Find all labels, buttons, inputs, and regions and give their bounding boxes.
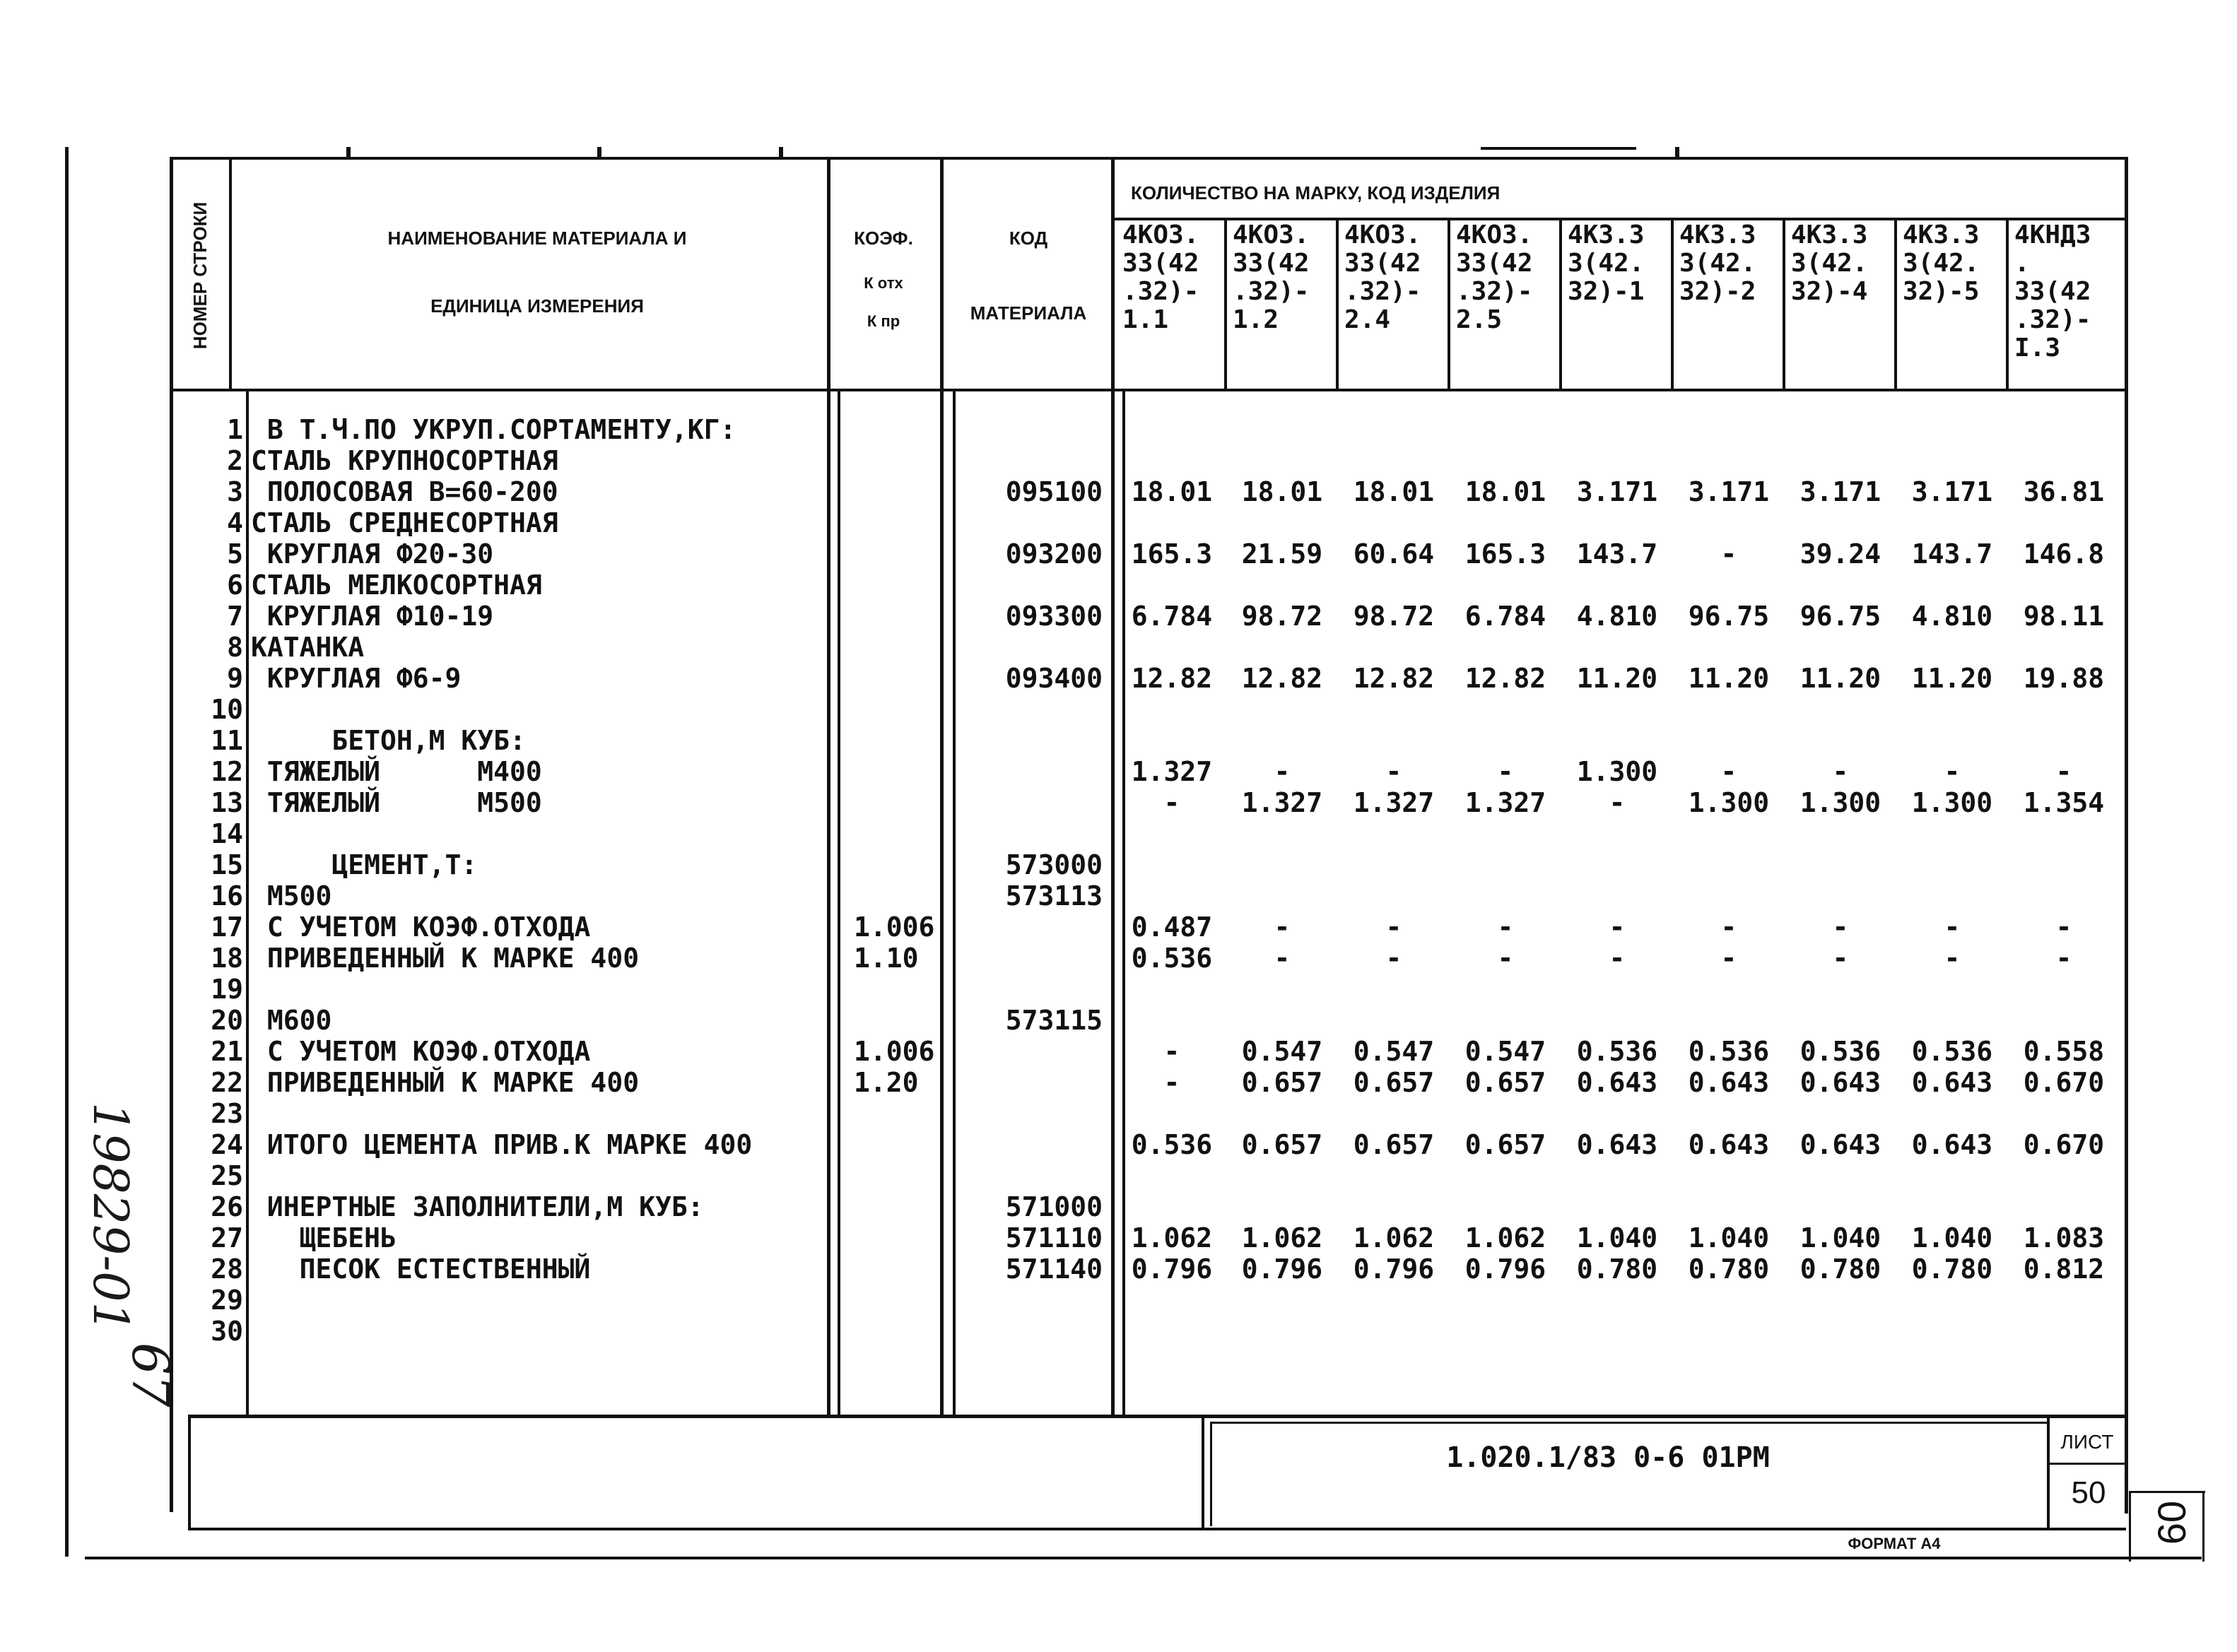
product-column-header-line: 1.1 [1122,305,1169,334]
row-name: М600 [251,1005,332,1036]
quantity-value: 21.59 [1241,538,1323,570]
quantity-value: 3.171 [1911,476,1993,507]
product-column-header-line: 32)-2 [1679,277,1756,306]
quantity-value: 3.171 [1576,476,1658,507]
product-column-header-line: 4КОЗ. [1456,220,1533,249]
quantity-value: 6.784 [1464,601,1546,632]
row-number: 24 [211,1129,243,1160]
row-number: 6 [227,570,243,601]
product-column-header-line: .32)- [2014,305,2091,334]
quantity-value: 0.547 [1241,1036,1323,1067]
quantity-value: 11.20 [1799,663,1881,694]
quantity-value: 0.657 [1464,1129,1546,1160]
quantity-value: 0.643 [1688,1129,1770,1160]
row-name: В Т.Ч.ПО УКРУП.СОРТАМЕНТУ,КГ: [251,414,736,445]
quantity-value: - [1609,911,1626,943]
sheet-number: 50 [2071,1475,2106,1510]
quantity-value: 18.01 [1464,476,1546,507]
quantity-value: 11.20 [1688,663,1770,694]
quantity-value: 1.300 [1911,787,1993,818]
quantity-value: 18.01 [1241,476,1323,507]
material-code: 571110 [1005,1222,1103,1253]
quantity-value: 0.796 [1353,1253,1435,1285]
quantity-value: - [1385,756,1402,787]
row-number: 7 [227,601,243,632]
quantity-value: 1.062 [1131,1222,1213,1253]
quantity-value: 0.536 [1576,1036,1658,1067]
quantity-value: - [1944,943,1961,974]
quantity-value: 0.670 [2023,1067,2105,1098]
row-number: 28 [211,1253,243,1285]
table-left [170,157,173,1512]
row-name: ИНЕРТНЫЕ ЗАПОЛНИТЕЛИ,М КУБ: [251,1191,704,1222]
quantity-value: 1.327 [1464,787,1546,818]
top-tick-2 [597,147,601,160]
code-header-line2: МАТЕРИАЛА [970,302,1087,324]
product-column-header-line: 33(42 [1456,249,1533,278]
row-number: 26 [211,1191,243,1222]
quantity-value: 0.780 [1911,1253,1993,1285]
quantity-value: 1.300 [1799,787,1881,818]
quantity-value: 60.64 [1353,538,1435,570]
product-column-header-line: 2.5 [1456,305,1503,334]
product-column-header-line: 4КЗ.3 [1679,220,1756,249]
quantity-value: - [1720,943,1737,974]
row-number: 29 [211,1285,243,1316]
quantity-value: - [1609,787,1626,818]
col-sep-name-body [838,389,840,1417]
quantity-value: 143.7 [1576,538,1658,570]
format-label: ФОРМАТ А4 [1848,1535,1941,1552]
quantity-value: - [1274,943,1291,974]
row-number: 20 [211,1005,243,1036]
product-column-header-line: 3(42. [1679,249,1756,278]
quantity-value: 0.487 [1131,911,1213,943]
frame-bottom-outer [85,1557,2202,1559]
quantity-value: 0.547 [1353,1036,1435,1067]
quantity-header-title: КОЛИЧЕСТВО НА МАРКУ, КОД ИЗДЕЛИЯ [1131,182,1501,203]
row-name: КРУГЛАЯ Ф6-9 [251,663,462,694]
prod-sep [1894,218,1897,391]
quantity-value: 0.643 [1688,1067,1770,1098]
quantity-value: 1.062 [1241,1222,1323,1253]
quantity-value: 0.536 [1131,943,1213,974]
product-column-header-line: .32)- [1344,277,1421,306]
product-column-header-line: 4КЗ.3 [1791,220,1868,249]
quantity-value: 1.327 [1353,787,1435,818]
side-page-number: 60 [2149,1500,2194,1545]
quantity-value: 1.300 [1688,787,1770,818]
product-column-header-line: 33(42 [2014,277,2091,306]
quantity-value: 0.657 [1241,1067,1323,1098]
row-number: 22 [211,1067,243,1098]
table-right [2125,157,2128,1514]
quantity-value: 12.82 [1241,663,1323,694]
stamp-left-line [1202,1417,1204,1530]
row-name: КРУГЛАЯ Ф20-30 [251,538,494,570]
quantity-value: - [1497,756,1514,787]
prod-sep [1783,218,1785,391]
product-column-header-line: 4КЗ.3 [1903,220,1980,249]
quantity-value: - [1720,756,1737,787]
quantity-value: 0.780 [1576,1253,1658,1285]
row-number: 14 [211,818,243,849]
product-column-header-line: 4КОЗ. [1233,220,1310,249]
quantity-value: 0.812 [2023,1253,2105,1285]
quantity-value: 1.040 [1799,1222,1881,1253]
quantity-value: 0.536 [1131,1129,1213,1160]
row-number: 18 [211,943,243,974]
quantity-value: 0.796 [1241,1253,1323,1285]
quantity-value: 0.643 [1911,1067,1993,1098]
quantity-value: 0.643 [1576,1067,1658,1098]
quantity-value: - [1497,943,1514,974]
row-name: СТАЛЬ МЕЛКОСОРТНАЯ [251,570,542,601]
quantity-value: 0.657 [1464,1067,1546,1098]
quantity-value: - [2055,756,2072,787]
row-name: СТАЛЬ СРЕДНЕСОРТНАЯ [251,507,558,538]
product-column-header-line: 2.4 [1344,305,1391,334]
quantity-value: - [1497,911,1514,943]
quantity-value: - [1163,787,1180,818]
quantity-value: - [1720,911,1737,943]
quantity-value: 0.536 [1911,1036,1993,1067]
side-box-right [2202,1491,2204,1562]
coefficient: 1.10 [854,943,919,974]
quantity-value: 19.88 [2023,663,2105,694]
product-column-header-line: .32)- [1122,277,1199,306]
product-column-header-line: 4КОЗ. [1344,220,1421,249]
product-column-header-line: . [2014,249,2030,278]
quantity-value: 1.327 [1241,787,1323,818]
quantity-value: 0.657 [1241,1129,1323,1160]
row-name: С УЧЕТОМ КОЭФ.ОТХОДА [251,1036,591,1067]
material-name-header-line2: ЕДИНИЦА ИЗМЕРЕНИЯ [430,295,644,317]
quantity-value: 11.20 [1576,663,1658,694]
coefficient: 1.20 [854,1067,919,1098]
footer-bottom [188,1528,2126,1530]
row-name: ИТОГО ЦЕМЕНТА ПРИВ.К МАРКЕ 400 [251,1129,753,1160]
product-column-header-line: 4КЗ.3 [1568,220,1645,249]
quantity-value: 0.670 [2023,1129,2105,1160]
product-column-header-line: 1.2 [1233,305,1279,334]
quantity-value: - [1832,756,1849,787]
quantity-value: 96.75 [1799,601,1881,632]
quantity-value: 1.062 [1353,1222,1435,1253]
stamp-left-line-2 [1210,1422,1212,1526]
side-box-left [2129,1491,2131,1562]
quantity-value: 1.300 [1576,756,1658,787]
material-code: 571000 [1005,1191,1103,1222]
quantity-value: 0.558 [2023,1036,2105,1067]
sheet-box-mid [2047,1463,2128,1465]
row-number: 1 [227,414,243,445]
row-number: 2 [227,445,243,476]
product-column-header-line: I.3 [2014,334,2061,362]
row-number: 21 [211,1036,243,1067]
doc-code: 1.020.1/83 0-6 01РМ [1446,1441,1770,1474]
product-column-header-line: 32)-4 [1791,277,1868,306]
quantity-value: 98.72 [1353,601,1435,632]
col-sep-rownum [229,157,232,391]
quantity-value: - [1163,1036,1180,1067]
col-sep-coef-body [953,389,956,1417]
quantity-value: - [2055,911,2072,943]
quantity-value: 4.810 [1576,601,1658,632]
row-number: 16 [211,880,243,911]
product-column-header-line: .32)- [1456,277,1533,306]
row-name: ПРИВЕДЕННЫЙ К МАРКЕ 400 [251,943,640,974]
row-name: С УЧЕТОМ КОЭФ.ОТХОДА [251,911,591,943]
quantity-value: 12.82 [1131,663,1213,694]
quantity-value: 98.72 [1241,601,1323,632]
quantity-value: 6.784 [1131,601,1213,632]
top-tick-3 [779,147,783,160]
row-name: ТЯЖЕЛЫЙ М500 [251,787,542,818]
handwritten-number: 67 [121,1343,180,1408]
quantity-value: 146.8 [2023,538,2105,570]
frame-left-outer [65,147,69,1557]
quantity-value: 0.657 [1353,1067,1435,1098]
quantity-value: 1.040 [1911,1222,1993,1253]
quantity-value: 18.01 [1131,476,1213,507]
row-number: 27 [211,1222,243,1253]
coefficient: 1.006 [854,1036,935,1067]
quantity-value: 1.083 [2023,1222,2105,1253]
quantity-value: 98.11 [2023,601,2105,632]
row-number: 30 [211,1316,243,1347]
quantity-value: 0.780 [1799,1253,1881,1285]
material-code: 093400 [1005,663,1103,694]
row-number-header: НОМЕР СТРОКИ [189,201,211,350]
quantity-value: 12.82 [1353,663,1435,694]
quantity-value: 0.536 [1799,1036,1881,1067]
quantity-value: - [1832,911,1849,943]
quantity-value: 0.657 [1353,1129,1435,1160]
prod-sep [1224,218,1227,391]
material-name-header-line1: НАИМЕНОВАНИЕ МАТЕРИАЛА И [387,228,687,249]
prod-sep [2006,218,2009,391]
quantity-value: 0.643 [1576,1129,1658,1160]
quantity-value: 165.3 [1131,538,1213,570]
body-bottom [188,1415,2126,1418]
product-column-header-line: 32)-1 [1568,277,1645,306]
product-column-header-line: 4КНДЗ [2014,220,2091,249]
prod-sep [1559,218,1562,391]
coefficient: 1.006 [854,911,935,943]
quantity-value: 0.643 [1799,1067,1881,1098]
product-column-header-line: 3(42. [1568,249,1645,278]
row-number: 9 [227,663,243,694]
material-code: 573115 [1005,1005,1103,1036]
quantity-value: 0.643 [1911,1129,1993,1160]
product-column-header-line: 33(42 [1233,249,1310,278]
row-number: 5 [227,538,243,570]
quantity-value: 96.75 [1688,601,1770,632]
material-code: 573000 [1005,849,1103,880]
quantity-value: 1.062 [1464,1222,1546,1253]
product-column-header-line: 33(42 [1122,249,1199,278]
row-name: М500 [251,880,332,911]
quantity-value: - [1609,943,1626,974]
row-number: 13 [211,787,243,818]
quantity-value: 3.171 [1799,476,1881,507]
col-sep-code [1111,157,1115,1417]
quantity-value: 1.327 [1131,756,1213,787]
product-column-header-line: 3(42. [1791,249,1868,278]
quantity-value: 36.81 [2023,476,2105,507]
row-number: 25 [211,1160,243,1191]
col-sep-rownum-body [246,389,249,1417]
quantity-value: 0.536 [1688,1036,1770,1067]
quantity-value: - [1944,756,1961,787]
quantity-value: - [1944,911,1961,943]
stamp-top-line [1210,1422,2048,1424]
row-name: ТЯЖЕЛЫЙ М400 [251,756,542,787]
material-code: 573113 [1005,880,1103,911]
quantity-value: 1.040 [1576,1222,1658,1253]
row-number: 10 [211,694,243,725]
top-tick-4 [1675,147,1679,160]
footer-left [188,1415,191,1530]
coef-header-line1: КОЭФ. [854,228,913,249]
code-header-line1: КОД [1009,228,1048,249]
quantity-value: - [1274,911,1291,943]
quantity-value: - [1832,943,1849,974]
table-top [170,157,2127,160]
product-column-header-line: .32)- [1233,277,1310,306]
product-column-header-line: 3(42. [1903,249,1980,278]
sheet-label: ЛИСТ [2060,1431,2114,1453]
material-code: 093300 [1005,601,1103,632]
row-name: КАТАНКА [251,632,365,663]
quantity-value: 143.7 [1911,538,1993,570]
row-number: 8 [227,632,243,663]
quantity-value: 165.3 [1464,538,1546,570]
top-tick-5 [1481,147,1636,150]
row-name: ЦЕМЕНТ,Т: [251,849,478,880]
quantity-value: 1.040 [1688,1222,1770,1253]
quantity-value: 0.796 [1464,1253,1546,1285]
quantity-value: 0.796 [1131,1253,1213,1285]
row-number: 15 [211,849,243,880]
coef-header-line3: К пр [867,312,900,330]
quantity-value: 0.643 [1799,1129,1881,1160]
row-number: 19 [211,974,243,1005]
header-bottom [172,389,2125,391]
row-number: 11 [211,725,243,756]
inventory-number: 19829-01 [82,1102,138,1333]
quantity-value: 1.354 [2023,787,2105,818]
row-name: КРУГЛАЯ Ф10-19 [251,601,494,632]
row-name: ПЕСОК ЕСТЕСТВЕННЫЙ [251,1253,591,1285]
row-number: 12 [211,756,243,787]
coef-header-line2: К отх [864,274,903,292]
row-number: 4 [227,507,243,538]
quantity-value: - [1163,1067,1180,1098]
prod-sep [1671,218,1674,391]
product-column-header-line: 32)-5 [1903,277,1980,306]
quantity-value: 39.24 [1799,538,1881,570]
quantity-value: - [2055,943,2072,974]
quantity-value: - [1385,943,1402,974]
row-number: 3 [227,476,243,507]
material-code: 095100 [1005,476,1103,507]
quantity-value: 18.01 [1353,476,1435,507]
quantity-value: 11.20 [1911,663,1993,694]
quantity-value: 3.171 [1688,476,1770,507]
prod-sep [1448,218,1450,391]
product-column-header-line: 33(42 [1344,249,1421,278]
material-code: 093200 [1005,538,1103,570]
quantity-value: 4.810 [1911,601,1993,632]
material-code: 571140 [1005,1253,1103,1285]
row-name: ЩЕБЕНЬ [251,1222,397,1253]
col-sep-name [827,157,830,1417]
col-sep-coef [940,157,944,1417]
quantity-value: - [1385,911,1402,943]
row-name: БЕТОН,М КУБ: [251,725,526,756]
row-name: СТАЛЬ КРУПНОСОРТНАЯ [251,445,558,476]
prod-sep [1336,218,1339,391]
row-number: 23 [211,1098,243,1129]
row-name: ПОЛОСОВАЯ В=60-200 [251,476,558,507]
quantity-value: - [1720,538,1737,570]
quantity-value: 12.82 [1464,663,1546,694]
top-tick-1 [346,147,351,160]
quantity-value: 0.547 [1464,1036,1546,1067]
quantity-value: - [1274,756,1291,787]
row-name: ПРИВЕДЕННЫЙ К МАРКЕ 400 [251,1067,640,1098]
row-number: 17 [211,911,243,943]
product-column-header-line: 4КОЗ. [1122,220,1199,249]
quantity-value: 0.780 [1688,1253,1770,1285]
